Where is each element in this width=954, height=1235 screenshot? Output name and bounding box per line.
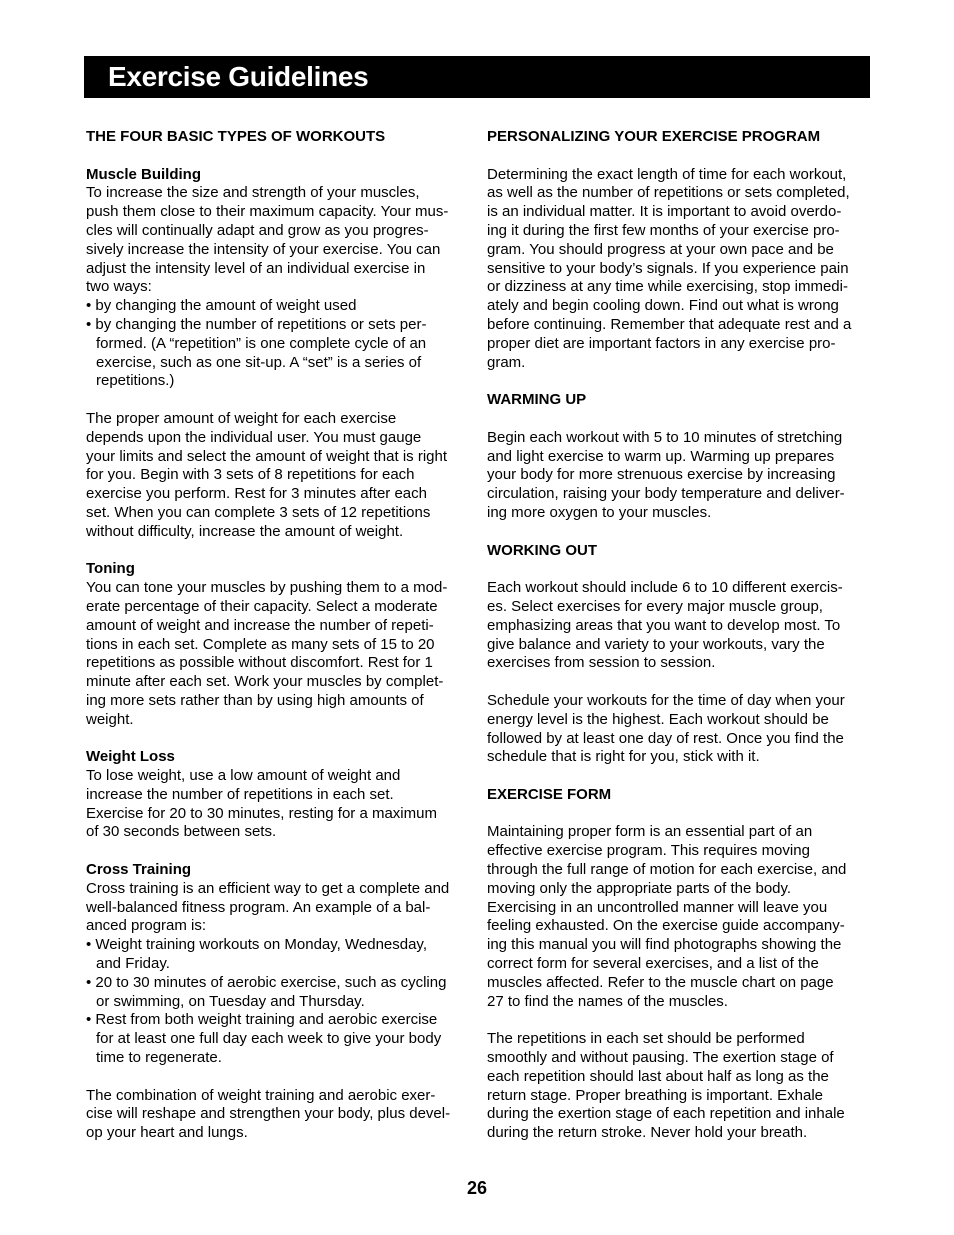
text-line: exercises from session to session. xyxy=(487,654,716,672)
text-line: as well as the number of repetitions or sets completed, xyxy=(487,184,850,202)
text-line: without difficulty, increase the amount of weight. xyxy=(86,522,404,540)
text-line: anced program is: xyxy=(86,917,207,935)
text-line: through the full range of motion for each exercise, and xyxy=(487,861,847,879)
text-line: your limits and select the amount of weight that is right xyxy=(86,447,448,465)
spacer xyxy=(487,1011,871,1030)
text-line: give balance and variety to your workouts, vary the xyxy=(487,635,825,653)
text-line: circulation, raising your body temperature and deliver- xyxy=(487,485,845,503)
text-line: Determining the exact length of time for each workout, xyxy=(487,165,847,183)
spacer xyxy=(487,805,871,824)
text-line: exercise, such as one sit-up. A “set” is a series of xyxy=(96,353,422,371)
text-line: gram. xyxy=(487,353,526,371)
text-line: To increase the size and strength of your muscles, xyxy=(86,184,420,202)
text-line: well-balanced fitness program. An example of a bal- xyxy=(86,898,431,916)
text-line: repetitions as possible without discomfort. Rest for 1 xyxy=(86,654,433,672)
text-line: Each workout should include 6 to 10 different exercis- xyxy=(487,579,843,597)
text-line: The combination of weight training and aerobic exer- xyxy=(86,1086,436,1104)
text-line: and Friday. xyxy=(96,955,170,973)
spacer xyxy=(487,560,871,579)
text-line: each repetition should last about half as long as the xyxy=(487,1067,829,1085)
page-number: 26 xyxy=(466,1178,488,1198)
title-banner xyxy=(84,56,870,98)
text-line: and light exercise to warm up. Warming up prepares xyxy=(487,447,835,465)
text-line: during the exertion stage of each repetition and inhale xyxy=(487,1105,845,1123)
text-line: effective exercise program. This requires moving xyxy=(487,842,810,860)
text-line: Begin each workout with 5 to 10 minutes of stretching xyxy=(487,428,843,446)
text-line: followed by at least one day of rest. Once you find the xyxy=(487,729,844,747)
text-line: for you. Begin with 3 sets of 8 repetitions for each xyxy=(86,466,415,484)
text-line: set. When you can complete 3 sets of 12 repetitions xyxy=(86,503,431,521)
text-line: Exercise for 20 to 30 minutes, resting for a maximum xyxy=(86,804,437,822)
bullet-line: • Weight training workouts on Monday, Wednesday, xyxy=(86,936,427,954)
text-line: schedule that is right for you, stick with it. xyxy=(487,748,760,766)
text-line: formed. (A “repetition” is one complete cycle of an xyxy=(96,334,427,352)
subheading: Cross Training xyxy=(86,861,192,879)
text-line: two ways: xyxy=(86,278,152,296)
text-line: minute after each set. Work your muscles by complet- xyxy=(86,673,444,691)
text-line: To lose weight, use a low amount of weight and xyxy=(86,767,401,785)
text-line: tions in each set. Complete as many sets of 15 to 20 xyxy=(86,635,435,653)
subheading: Weight Loss xyxy=(86,748,175,766)
text-line: The repetitions in each set should be performed xyxy=(487,1030,805,1048)
text-line: time to regenerate. xyxy=(96,1049,222,1067)
text-line: es. Select exercises for every major muscle group, xyxy=(487,597,823,615)
text-line: exercise you perform. Rest for 3 minutes after each xyxy=(86,485,427,503)
text-line: depends upon the individual user. You must gauge xyxy=(86,428,422,446)
text-line: return stage. Proper breathing is important. Exhale xyxy=(487,1086,824,1104)
spacer xyxy=(86,391,472,410)
bullet-line: • by changing the number of repetitions or sets per- xyxy=(86,315,427,333)
text-line: smoothly and without pausing. The exertion stage of xyxy=(487,1049,834,1067)
text-line: ing more oxygen to your muscles. xyxy=(487,503,712,521)
text-line: ately and begin cooling down. Find out what is wrong xyxy=(487,297,839,315)
text-line: cles will continually adapt and grow as you progres- xyxy=(86,221,429,239)
text-line: feeling exhausted. On the exercise guide accompany- xyxy=(487,917,845,935)
text-line: or swimming, on Tuesday and Thursday. xyxy=(96,992,365,1010)
text-line: You can tone your muscles by pushing them to a mod- xyxy=(86,579,448,597)
text-line: is an individual matter. It is important to avoid overdo- xyxy=(487,203,842,221)
text-line: Maintaining proper form is an essential part of an xyxy=(487,823,813,841)
bullet-line: • by changing the amount of weight used xyxy=(86,297,357,315)
text-line: repetitions.) xyxy=(96,372,175,390)
subheading: Toning xyxy=(86,560,135,578)
text-line: adjust the intensity level of an individual exercise in xyxy=(86,259,426,277)
spacer xyxy=(487,410,871,429)
spacer xyxy=(86,842,472,861)
text-line: muscles affected. Refer to the muscle chart on page xyxy=(487,973,834,991)
text-line: gram. You should progress at your own pace and be xyxy=(487,240,834,258)
spacer xyxy=(487,673,871,692)
text-line: energy level is the highest. Each workout should be xyxy=(487,710,829,728)
text-line: op your heart and lungs. xyxy=(86,1124,248,1142)
text-line: moving only the appropriate parts of the body. xyxy=(487,879,792,897)
left-column xyxy=(86,128,472,1143)
spacer xyxy=(86,542,472,561)
text-line: Exercising in an uncontrolled manner will leave you xyxy=(487,898,828,916)
spacer xyxy=(86,147,472,166)
text-line: The proper amount of weight for each exercise xyxy=(86,409,397,427)
subheading: Muscle Building xyxy=(86,165,202,183)
text-line: emphasizing areas that you want to develop most. To xyxy=(487,616,841,634)
text-line: of 30 seconds between sets. xyxy=(86,823,277,841)
section-heading: WARMING UP xyxy=(487,391,587,409)
text-line: sensitive to your body’s signals. If you experience pain xyxy=(487,259,849,277)
text-line: Schedule your workouts for the time of day when your xyxy=(487,691,845,709)
spacer xyxy=(86,1068,472,1087)
text-line: proper diet are important factors in any exercise pro- xyxy=(487,334,836,352)
text-line: ing this manual you will find photographs showing the xyxy=(487,936,842,954)
section-heading: PERSONALIZING YOUR EXERCISE PROGRAM xyxy=(487,128,821,145)
section-heading: WORKING OUT xyxy=(487,541,597,559)
text-line: ing more sets rather than by using high amounts of xyxy=(86,691,424,709)
text-line: correct form for several exercises, and a list of the xyxy=(487,955,819,973)
text-line: your body for more strenuous exercise by increasing xyxy=(487,466,836,484)
section-heading: EXERCISE FORM xyxy=(487,785,612,803)
spacer xyxy=(487,767,871,786)
text-line: weight. xyxy=(86,710,134,728)
spacer xyxy=(487,147,871,166)
text-line: sively increase the intensity of your exercise. You can xyxy=(86,240,441,258)
text-line: push them close to their maximum capacity. Your mus- xyxy=(86,203,449,221)
spacer xyxy=(487,372,871,391)
text-line: during the return stroke. Never hold your breath. xyxy=(487,1124,808,1142)
bullet-line: • 20 to 30 minutes of aerobic exercise, such as cycling xyxy=(86,973,447,991)
text-line: or dizziness at any time while exercising, stop immedi- xyxy=(487,278,848,296)
text-line: increase the number of repetitions in each set. xyxy=(86,785,394,803)
text-line: ing it during the first few months of your exercise pro- xyxy=(487,221,840,239)
right-column xyxy=(487,128,871,1143)
text-line: for at least one full day each week to give your body xyxy=(96,1030,442,1048)
text-line: amount of weight and increase the number of repeti- xyxy=(86,616,434,634)
bullet-line: • Rest from both weight training and aerobic exercise xyxy=(86,1011,438,1029)
spacer xyxy=(487,523,871,542)
section-heading: THE FOUR BASIC TYPES OF WORKOUTS xyxy=(86,128,386,145)
text-line: 27 to find the names of the muscles. xyxy=(487,992,728,1010)
text-line: Cross training is an efficient way to get a complete and xyxy=(86,879,450,897)
text-line: before continuing. Remember that adequate rest and a xyxy=(487,315,852,333)
spacer xyxy=(86,730,472,749)
text-line: cise will reshape and strengthen your body, plus devel- xyxy=(86,1105,451,1123)
page-title: Exercise Guidelines xyxy=(108,61,369,92)
text-line: erate percentage of their capacity. Select a moderate xyxy=(86,597,438,615)
